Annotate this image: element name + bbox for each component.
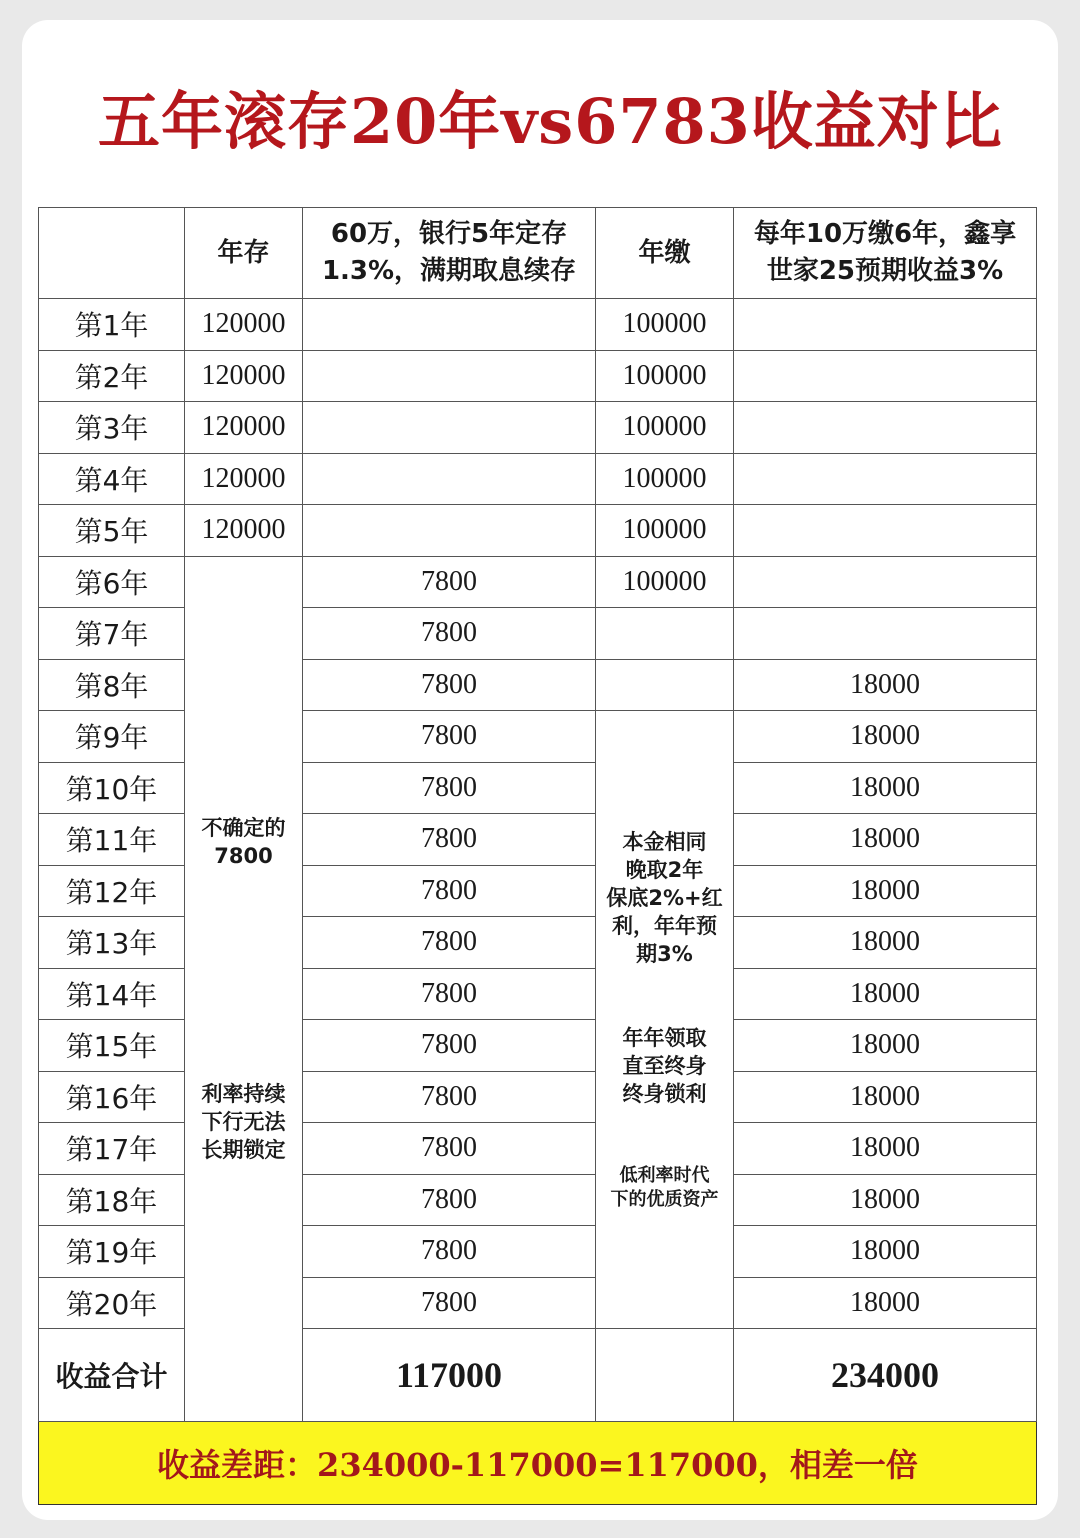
page-title: 五年滚存20年vs6783收益对比 [98, 85, 1003, 158]
year-label: 第19年 [39, 1226, 185, 1278]
table-row [39, 453, 1037, 505]
deposit-cell: 120000 [185, 453, 303, 505]
insurance-note-line: 晚取2年 [625, 857, 704, 882]
insurance-note-line: 本金相同 [622, 829, 707, 854]
year-label: 第3年 [39, 402, 185, 454]
bank-note-cell [185, 556, 303, 1422]
insurance-note-cell [596, 711, 734, 1329]
year-label: 第14年 [39, 968, 185, 1020]
bank-interest-cell: 7800 [303, 1071, 596, 1123]
header-bank-line2: 1.3%，满期取息续存 [321, 256, 577, 286]
note-spacer [596, 968, 733, 1024]
bank-interest-cell [303, 299, 596, 351]
bank-note-line: 长期锁定 [201, 1137, 286, 1162]
insurance-income-cell [734, 556, 1037, 608]
table-row [39, 299, 1037, 351]
year-label: 第18年 [39, 1174, 185, 1226]
bank-interest-cell: 7800 [303, 608, 596, 660]
pay-cell: 100000 [596, 556, 734, 608]
year-label: 第6年 [39, 556, 185, 608]
header-bank [303, 208, 596, 299]
insurance-income-cell [734, 402, 1037, 454]
totals-label: 收益合计 [39, 1329, 185, 1422]
bank-interest-cell [303, 453, 596, 505]
insurance-income-cell: 18000 [734, 1174, 1037, 1226]
bank-interest-cell: 7800 [303, 762, 596, 814]
insurance-note-line: 终身锁利 [622, 1081, 707, 1106]
year-label: 第13年 [39, 917, 185, 969]
table-row [39, 402, 1037, 454]
note-spacer [185, 870, 302, 1080]
year-label: 第8年 [39, 659, 185, 711]
bank-note-line: 下行无法 [201, 1109, 286, 1134]
header-deposit: 年存 [185, 208, 303, 299]
deposit-cell: 120000 [185, 299, 303, 351]
pay-cell: 100000 [596, 402, 734, 454]
insurance-note-line: 利，年年预 [612, 913, 717, 938]
insurance-note-line: 低利率时代 [619, 1164, 710, 1186]
header-insurance-line2: 世家25预期收益3% [766, 256, 1004, 286]
year-label: 第2年 [39, 350, 185, 402]
header-empty [39, 208, 185, 299]
header-insurance-line1: 每年10万缴6年，鑫享 [753, 219, 1017, 249]
table-row [39, 505, 1037, 557]
insurance-income-cell: 18000 [734, 659, 1037, 711]
insurance-income-cell: 18000 [734, 1020, 1037, 1072]
bank-interest-cell: 7800 [303, 1020, 596, 1072]
comparison-table [38, 207, 1037, 1505]
deposit-cell: 120000 [185, 402, 303, 454]
bank-interest-cell: 7800 [303, 711, 596, 763]
insurance-income-cell: 18000 [734, 711, 1037, 763]
bank-note-line: 7800 [214, 843, 273, 868]
insurance-note-line: 期3% [636, 941, 693, 966]
year-label: 第5年 [39, 505, 185, 557]
footer-summary: 收益差距：234000-117000=117000，相差一倍 [157, 1446, 918, 1484]
header-row [39, 208, 1037, 299]
footer-row [39, 1422, 1037, 1505]
insurance-income-cell: 18000 [734, 762, 1037, 814]
year-label: 第12年 [39, 865, 185, 917]
year-label: 第11年 [39, 814, 185, 866]
note-spacer [596, 1108, 733, 1164]
insurance-income-cell [734, 453, 1037, 505]
table-row [39, 556, 1037, 608]
insurance-income-cell: 18000 [734, 814, 1037, 866]
insurance-note-line: 直至终身 [622, 1053, 707, 1078]
insurance-income-cell [734, 608, 1037, 660]
pay-cell: 100000 [596, 505, 734, 557]
header-pay: 年缴 [596, 208, 734, 299]
insurance-income-cell [734, 299, 1037, 351]
insurance-note-line: 下的优质资产 [610, 1188, 719, 1210]
bank-interest-cell: 7800 [303, 1123, 596, 1175]
insurance-income-cell [734, 505, 1037, 557]
insurance-note-line: 保底2%+红 [606, 885, 723, 910]
bank-note-line: 不确定的 [201, 815, 286, 840]
insurance-income-cell: 18000 [734, 917, 1037, 969]
bank-total: 117000 [303, 1329, 596, 1422]
bank-interest-cell [303, 402, 596, 454]
year-label: 第4年 [39, 453, 185, 505]
pay-cell [596, 659, 734, 711]
header-bank-line1: 60万，银行5年定存 [330, 219, 568, 249]
insurance-income-cell: 18000 [734, 865, 1037, 917]
bank-interest-cell: 7800 [303, 814, 596, 866]
year-label: 第10年 [39, 762, 185, 814]
bank-interest-cell: 7800 [303, 1277, 596, 1329]
bank-interest-cell [303, 505, 596, 557]
table-row [39, 350, 1037, 402]
bank-interest-cell: 7800 [303, 1226, 596, 1278]
year-label: 第20年 [39, 1277, 185, 1329]
totals-empty [596, 1329, 734, 1422]
year-label: 第9年 [39, 711, 185, 763]
deposit-cell: 120000 [185, 350, 303, 402]
year-label: 第16年 [39, 1071, 185, 1123]
year-label: 第1年 [39, 299, 185, 351]
insurance-income-cell [734, 350, 1037, 402]
insurance-income-cell: 18000 [734, 1071, 1037, 1123]
insurance-total: 234000 [734, 1329, 1037, 1422]
bank-note-line: 利率持续 [201, 1081, 286, 1106]
bank-interest-cell: 7800 [303, 556, 596, 608]
insurance-income-cell: 18000 [734, 968, 1037, 1020]
bank-interest-cell: 7800 [303, 865, 596, 917]
pay-cell [596, 608, 734, 660]
year-label: 第17年 [39, 1123, 185, 1175]
pay-cell: 100000 [596, 453, 734, 505]
deposit-cell: 120000 [185, 505, 303, 557]
bank-interest-cell: 7800 [303, 917, 596, 969]
header-insurance [734, 208, 1037, 299]
bank-interest-cell: 7800 [303, 1174, 596, 1226]
insurance-income-cell: 18000 [734, 1123, 1037, 1175]
insurance-income-cell: 18000 [734, 1277, 1037, 1329]
bank-interest-cell: 7800 [303, 968, 596, 1020]
bank-interest-cell: 7800 [303, 659, 596, 711]
insurance-income-cell: 18000 [734, 1226, 1037, 1278]
bank-interest-cell [303, 350, 596, 402]
pay-cell: 100000 [596, 350, 734, 402]
pay-cell: 100000 [596, 299, 734, 351]
insurance-note-line: 年年领取 [622, 1025, 707, 1050]
year-label: 第15年 [39, 1020, 185, 1072]
year-label: 第7年 [39, 608, 185, 660]
footer-cell [39, 1422, 1037, 1505]
